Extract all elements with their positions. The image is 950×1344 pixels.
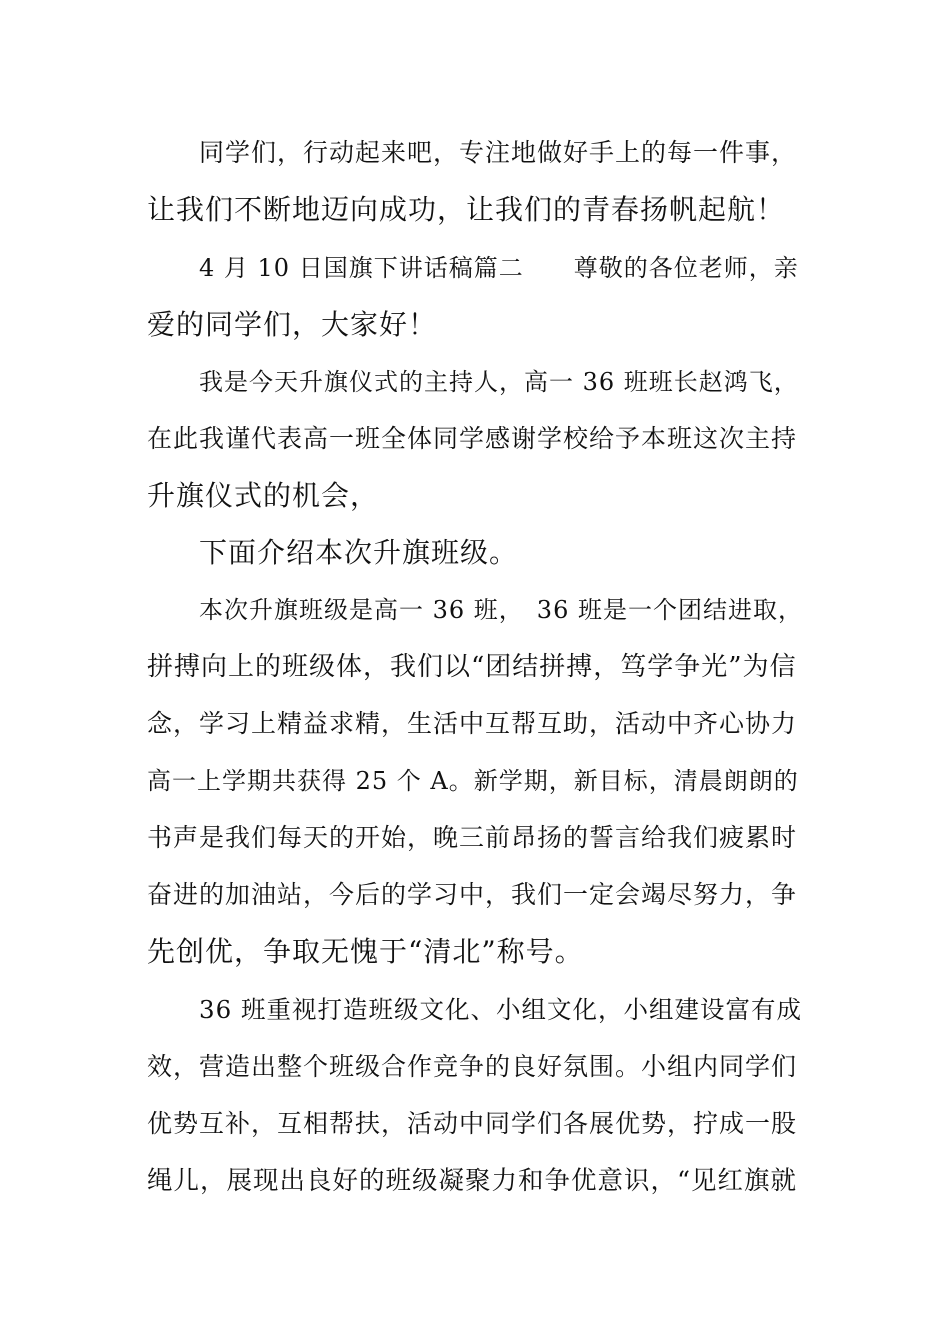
text-line: 4 月 10 日国旗下讲话稿篇二 尊敬的各位老师，亲 xyxy=(199,254,799,282)
text-line: 奋进的加油站，今后的学习中，我们一定会竭尽努力，争 xyxy=(147,880,798,909)
text-line: 我是今天升旗仪式的主持人，高一 36 班班长赵鸿飞， xyxy=(199,368,799,396)
text-line: 优势互补，互相帮扶，活动中同学们各展优势，拧成一股 xyxy=(147,1109,798,1138)
text-line: 先创优，争取无愧于“清北”称号。 xyxy=(147,935,584,968)
text-line: 让我们不断地迈向成功，让我们的青春扬帆起航！ xyxy=(147,193,786,226)
text-line: 高一上学期共获得 25 个 A。新学期，新目标，清晨朗朗的 xyxy=(147,767,799,795)
text-line: 下面介绍本次升旗班级。 xyxy=(199,536,519,569)
text-line: 绳儿，展现出良好的班级凝聚力和争优意识，“见红旗就 xyxy=(147,1166,798,1196)
text-line: 本次升旗班级是高一 36 班， 36 班是一个团结进取， xyxy=(199,596,803,624)
text-line: 爱的同学们，大家好！ xyxy=(147,308,438,341)
text-line: 念，学习上精益求精，生活中互帮互助，活动中齐心协力 xyxy=(147,709,798,738)
text-line: 拼搏向上的班级体，我们以“团结拼搏，笃学争光”为信 xyxy=(147,652,797,682)
text-line: 书声是我们每天的开始，晚三前昂扬的誓言给我们疲累时 xyxy=(147,823,798,852)
text-line: 效，营造出整个班级合作竞争的良好氛围。小组内同学们 xyxy=(147,1052,798,1081)
text-line: 36 班重视打造班级文化、小组文化，小组建设富有成 xyxy=(199,995,802,1024)
text-line: 升旗仪式的机会， xyxy=(147,479,380,512)
text-line: 同学们，行动起来吧，专注地做好手上的每一件事， xyxy=(199,138,798,167)
text-line: 在此我谨代表高一班全体同学感谢学校给予本班这次主持 xyxy=(147,424,798,453)
